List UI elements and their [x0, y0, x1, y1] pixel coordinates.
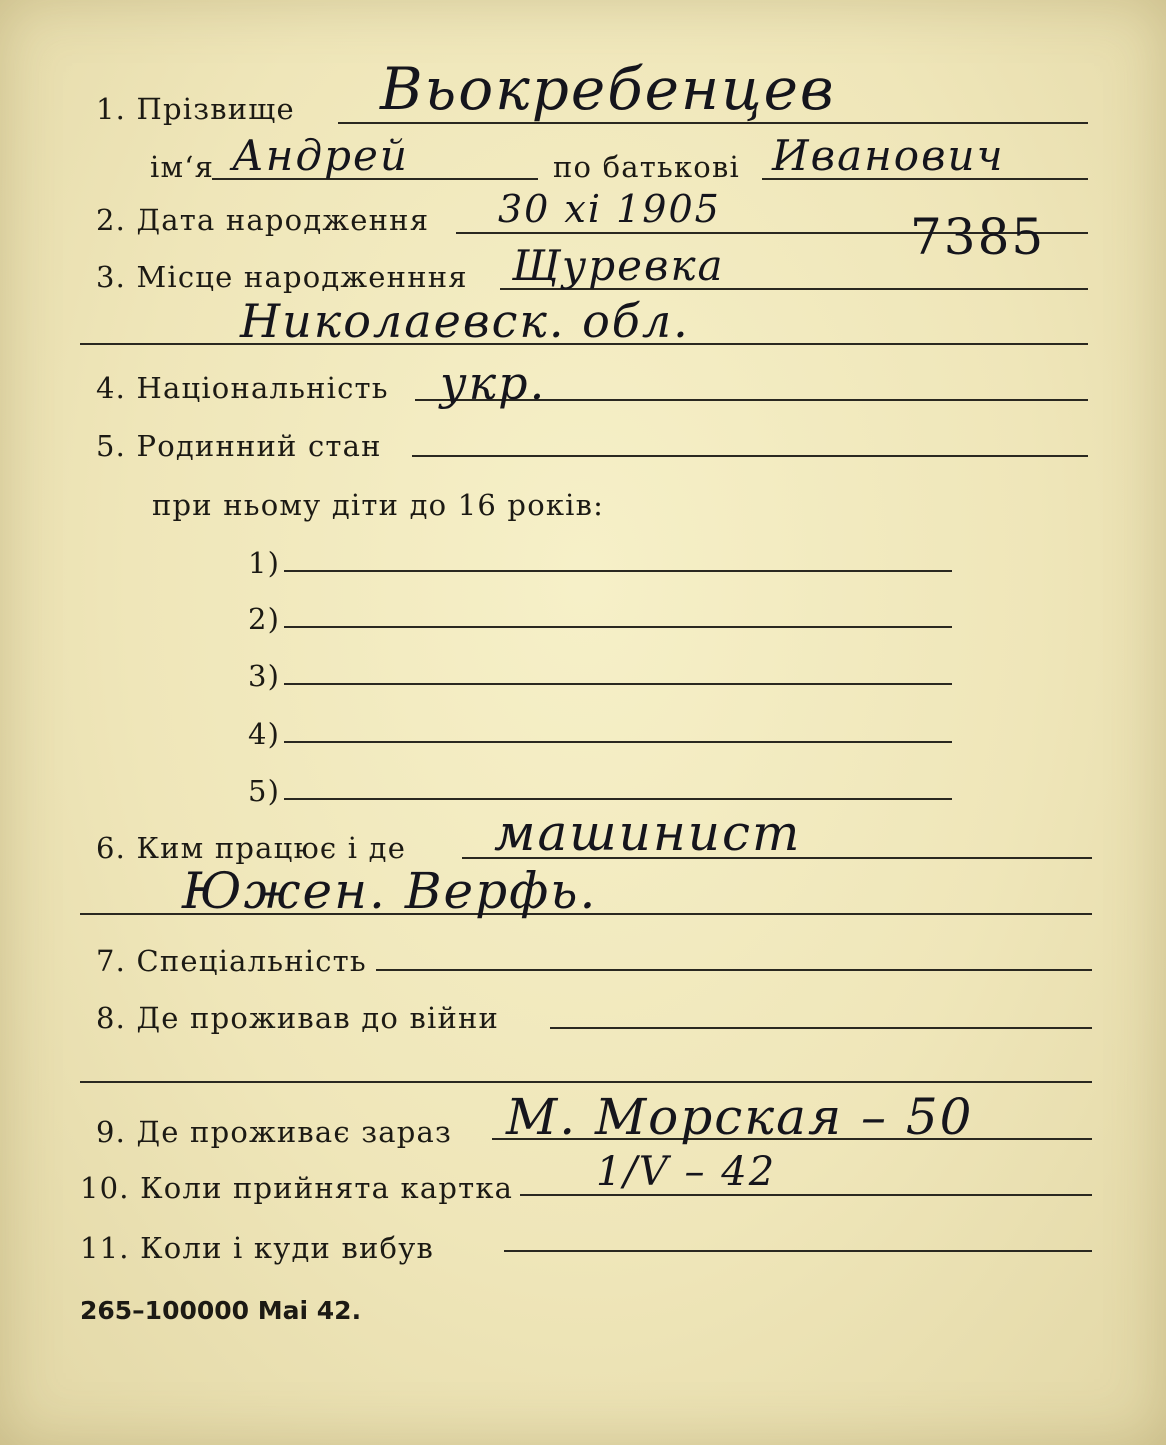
surname-value: Вьокребенцев [380, 55, 836, 123]
departure-line [504, 1250, 1092, 1252]
card-accepted-value: 1/V – 42 [596, 1149, 777, 1195]
prewar-residence-line [550, 1027, 1092, 1029]
birth-date-value: 30 хі 1905 [498, 187, 721, 231]
child-5-label: 5) [248, 774, 281, 808]
first-name-value: Андрей [232, 131, 409, 180]
patronymic-label: по батькові [553, 150, 740, 184]
child-3-line [284, 683, 952, 685]
departure-label: 11. Коли і куди вибув [80, 1231, 434, 1265]
birth-place-label: 3. Місце народженння [96, 260, 468, 294]
first-name-label: ім‘я [150, 150, 215, 184]
card-number: 7385 [910, 208, 1046, 266]
surname-label: 1. Прізвище [96, 92, 295, 126]
work-value-2: Южен. Верфь. [182, 862, 598, 920]
nationality-value: укр. [440, 356, 547, 410]
child-4-label: 4) [248, 717, 281, 751]
prewar-residence-line-2 [80, 1081, 1092, 1083]
specialty-label: 7. Спеціальність [96, 944, 367, 978]
marital-status-line [412, 455, 1088, 457]
print-code: 265–100000 Mai 42. [80, 1296, 362, 1325]
child-3-label: 3) [248, 659, 281, 693]
card-accepted-label: 10. Коли прийнята картка [80, 1171, 514, 1205]
nationality-label: 4. Національність [96, 371, 389, 405]
work-label: 6. Ким працює і де [96, 831, 407, 865]
birth-place-value: Щуревка [512, 241, 725, 290]
birth-place-value-2: Николаевск. обл. [240, 294, 690, 348]
child-1-label: 1) [248, 546, 281, 580]
child-1-line [284, 570, 952, 572]
prewar-residence-label: 8. Де проживав до війни [96, 1001, 500, 1035]
work-value: машинист [494, 804, 802, 862]
child-4-line [284, 741, 952, 743]
current-residence-value: М. Морская – 50 [506, 1088, 974, 1146]
child-2-label: 2) [248, 602, 281, 636]
specialty-line [376, 969, 1092, 971]
birth-date-label: 2. Дата народження [96, 203, 430, 237]
child-2-line [284, 626, 952, 628]
patronymic-value: Иванович [772, 131, 1005, 180]
child-5-line [284, 798, 952, 800]
marital-status-label: 5. Родинний стан [96, 429, 382, 463]
children-label: при ньому діти до 16 років: [152, 488, 605, 522]
current-residence-label: 9. Де проживає зараз [96, 1115, 453, 1149]
